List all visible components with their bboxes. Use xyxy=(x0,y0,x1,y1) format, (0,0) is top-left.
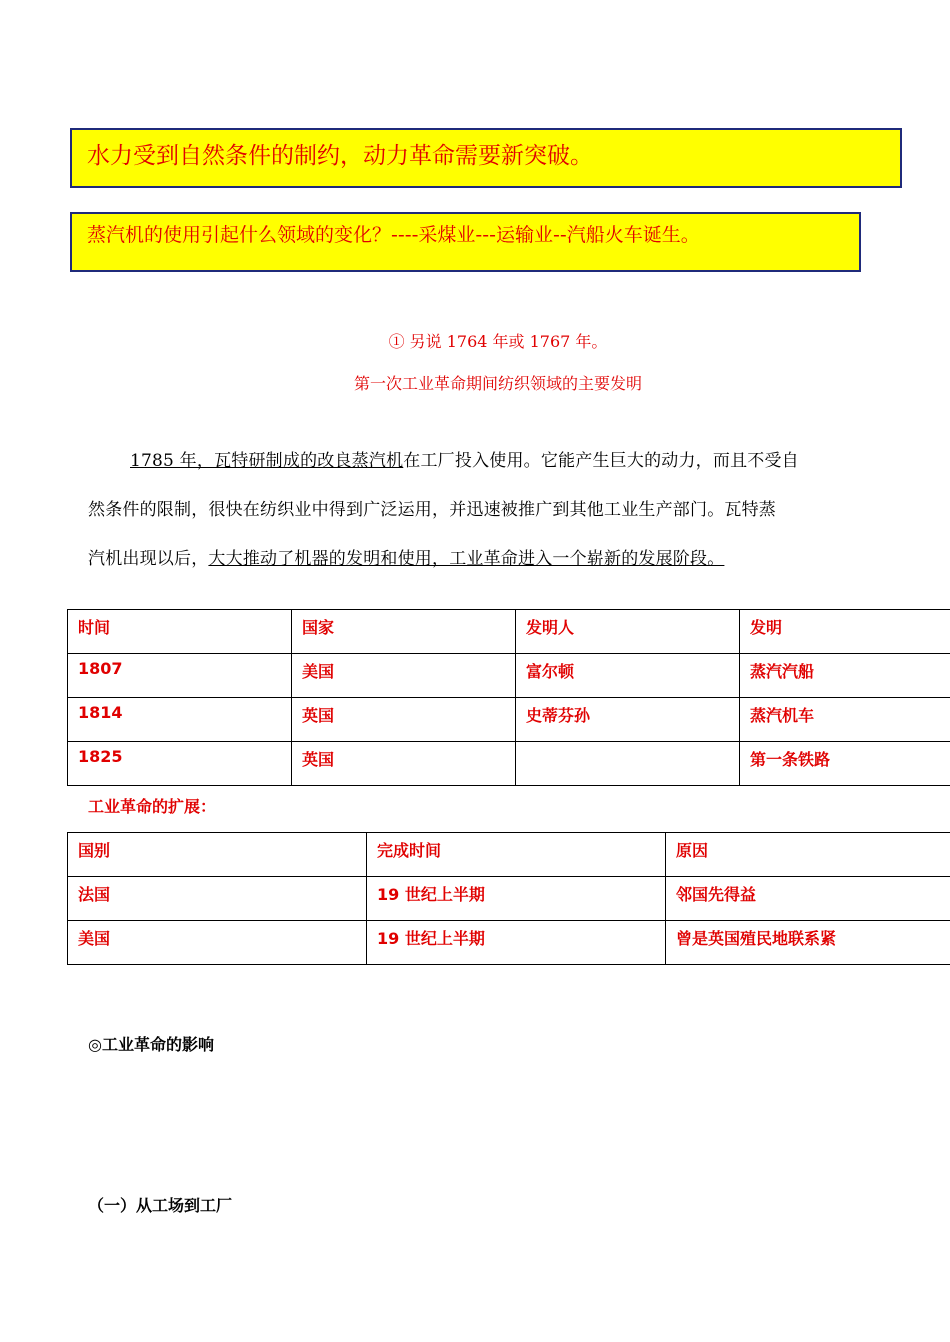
header-cell: 发明 xyxy=(740,610,950,654)
table-row xyxy=(68,742,950,786)
header-cell: 发明人 xyxy=(516,610,740,654)
table-row xyxy=(68,698,950,742)
table-cell: 曾是英国殖民地联系紧 xyxy=(666,921,950,965)
table-cell: 1825 xyxy=(68,742,292,786)
paragraph-text-3: 汽机出现以后， xyxy=(88,549,209,569)
table-cell: 法国 xyxy=(68,877,367,921)
table-cell: 邻国先得益 xyxy=(666,877,950,921)
highlight-text-steam-engine: 蒸汽机的使用引起什么领域的变化？----采煤业---运输业--汽船火车诞生。 xyxy=(87,224,700,246)
table-cell: 1814 xyxy=(68,698,292,742)
impact-heading: ◎工业革命的影响 xyxy=(88,1035,214,1054)
table-header-row xyxy=(68,610,950,654)
body-paragraph xyxy=(88,437,878,584)
expansion-label: 工业革命的扩展： xyxy=(88,797,217,816)
table-cell xyxy=(516,742,740,786)
highlight-box-steam-engine xyxy=(70,212,861,272)
inventions-table xyxy=(67,609,950,786)
table-cell: 美国 xyxy=(292,654,516,698)
highlight-box-water-power xyxy=(70,128,902,188)
expansion-table xyxy=(67,832,950,965)
table-cell: 蒸汽汽船 xyxy=(740,654,950,698)
header-cell: 国别 xyxy=(68,833,367,877)
table-cell: 史蒂芬孙 xyxy=(516,698,740,742)
table-cell: 1807 xyxy=(68,654,292,698)
table-cell: 英国 xyxy=(292,742,516,786)
paragraph-line-2: 然条件的限制，很快在纺织业中得到广泛运用，并迅速被推广到其他工业生产部门。瓦特蒸 xyxy=(88,500,776,520)
header-cell: 完成时间 xyxy=(367,833,666,877)
table-row xyxy=(68,921,950,965)
paragraph-line-1 xyxy=(88,437,878,486)
highlight-text-water-power: 水力受到自然条件的制约，动力革命需要新突破。 xyxy=(87,143,593,169)
paragraph-text-1: 在工厂投入使用。它能产生巨大的动力，而且不受自 xyxy=(403,451,799,471)
underlined-text-3: 大大推动了机器的发明和使用，工业革命进入一个崭新的发展阶段。 xyxy=(208,549,725,569)
table-row xyxy=(68,654,950,698)
paragraph-line-3 xyxy=(88,535,878,584)
table-cell: 蒸汽机车 xyxy=(740,698,950,742)
table-cell: 19 世纪上半期 xyxy=(367,921,666,965)
header-cell: 原因 xyxy=(666,833,950,877)
table-cell: 第一条铁路 xyxy=(740,742,950,786)
underlined-text-1: 1785 年，瓦特研制成的改良蒸汽机 xyxy=(130,451,404,471)
section-heading: （一）从工场到工厂 xyxy=(88,1196,233,1215)
footnote: ① 另说 1764 年或 1767 年。 xyxy=(388,332,608,351)
header-cell: 时间 xyxy=(68,610,292,654)
table-caption: 第一次工业革命期间纺织领域的主要发明 xyxy=(353,374,642,393)
table-cell: 19 世纪上半期 xyxy=(367,877,666,921)
table-cell: 富尔顿 xyxy=(516,654,740,698)
table-cell: 美国 xyxy=(68,921,367,965)
header-cell: 国家 xyxy=(292,610,516,654)
table-row xyxy=(68,877,950,921)
table-cell: 英国 xyxy=(292,698,516,742)
table-header-row xyxy=(68,833,950,877)
